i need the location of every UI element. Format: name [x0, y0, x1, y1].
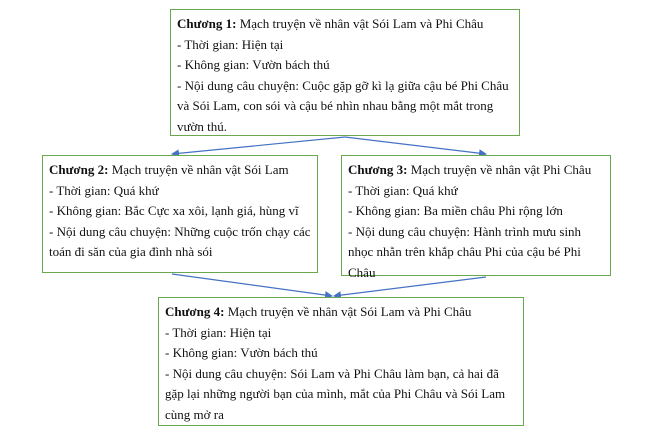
chapter-4-title: Chương 4: — [165, 304, 225, 319]
chapter-4-box — [158, 297, 524, 426]
chapter-3-title: Chương 3: — [348, 162, 408, 177]
chapter-4-time: - Thời gian: Hiện tại — [165, 324, 272, 340]
chapter-2-title: Chương 2: — [49, 162, 109, 177]
chapter-1-box — [170, 9, 520, 136]
arrow-ch1-to-ch3 — [345, 137, 486, 154]
chapter-4-heading — [165, 302, 517, 323]
chapter-1-subtitle: Mạch truyện về nhân vật Sói Lam và Phi Châu — [239, 16, 484, 31]
arrow-ch2-to-ch4 — [172, 274, 332, 296]
chapter-2-space: - Không gian: Bắc Cực xa xôi, lạnh giá, hùng vĩ — [49, 203, 299, 218]
chapter-1-title: Chương 1: — [177, 16, 237, 31]
chapter-2-content: - Nội dung câu chuyện: Những cuộc trốn chạy các toán đi săn của gia đình nhà sói — [49, 223, 311, 259]
chapter-3-space: - Không gian: Ba miền châu Phi rộng lớn — [348, 203, 563, 218]
chapter-4-content: - Nội dung câu chuyện: Sói Lam và Phi Châu làm bạn, cả hai đã gặp lại những người bạn của mình, mắt của Phi Châu và Sói Lam cùng mở ra — [165, 365, 506, 422]
chapter-1-content: - Nội dung câu chuyện: Cuộc gặp gỡ kì lạ giữa cậu bé Phi Châu và Sói Lam, con sói và cậu bé nhìn nhau bằng một mắt trong vườn thú. — [177, 77, 509, 134]
chapter-3-box — [341, 155, 611, 280]
chapter-2-subtitle: Mạch truyện về nhân vật Sói Lam — [111, 162, 289, 177]
chapter-2-box — [42, 155, 318, 273]
arrow-ch1-to-ch2 — [172, 137, 345, 154]
chapter-2-heading — [49, 160, 311, 181]
chapter-1-space: - Không gian: Vườn bách thú — [177, 57, 330, 72]
chapter-1-heading — [177, 14, 513, 35]
chapter-4-space: - Không gian: Vườn bách thú — [165, 345, 318, 360]
chapter-3-time: - Thời gian: Quá khứ — [348, 182, 458, 198]
chapter-3-subtitle: Mạch truyện về nhân vật Phi Châu — [410, 162, 592, 177]
chapter-4-subtitle: Mạch truyện về nhân vật Sói Lam và Phi Châu — [227, 304, 472, 319]
chapter-2-time: - Thời gian: Quá khứ — [49, 182, 159, 198]
chapter-3-heading — [348, 160, 604, 181]
chapter-3-content: - Nội dung câu chuyện: Hành trình mưu sinh nhọc nhằn trên khắp châu Phi của cậu bé Phi Châu — [348, 223, 582, 280]
chapter-1-time: - Thời gian: Hiện tại — [177, 36, 284, 52]
